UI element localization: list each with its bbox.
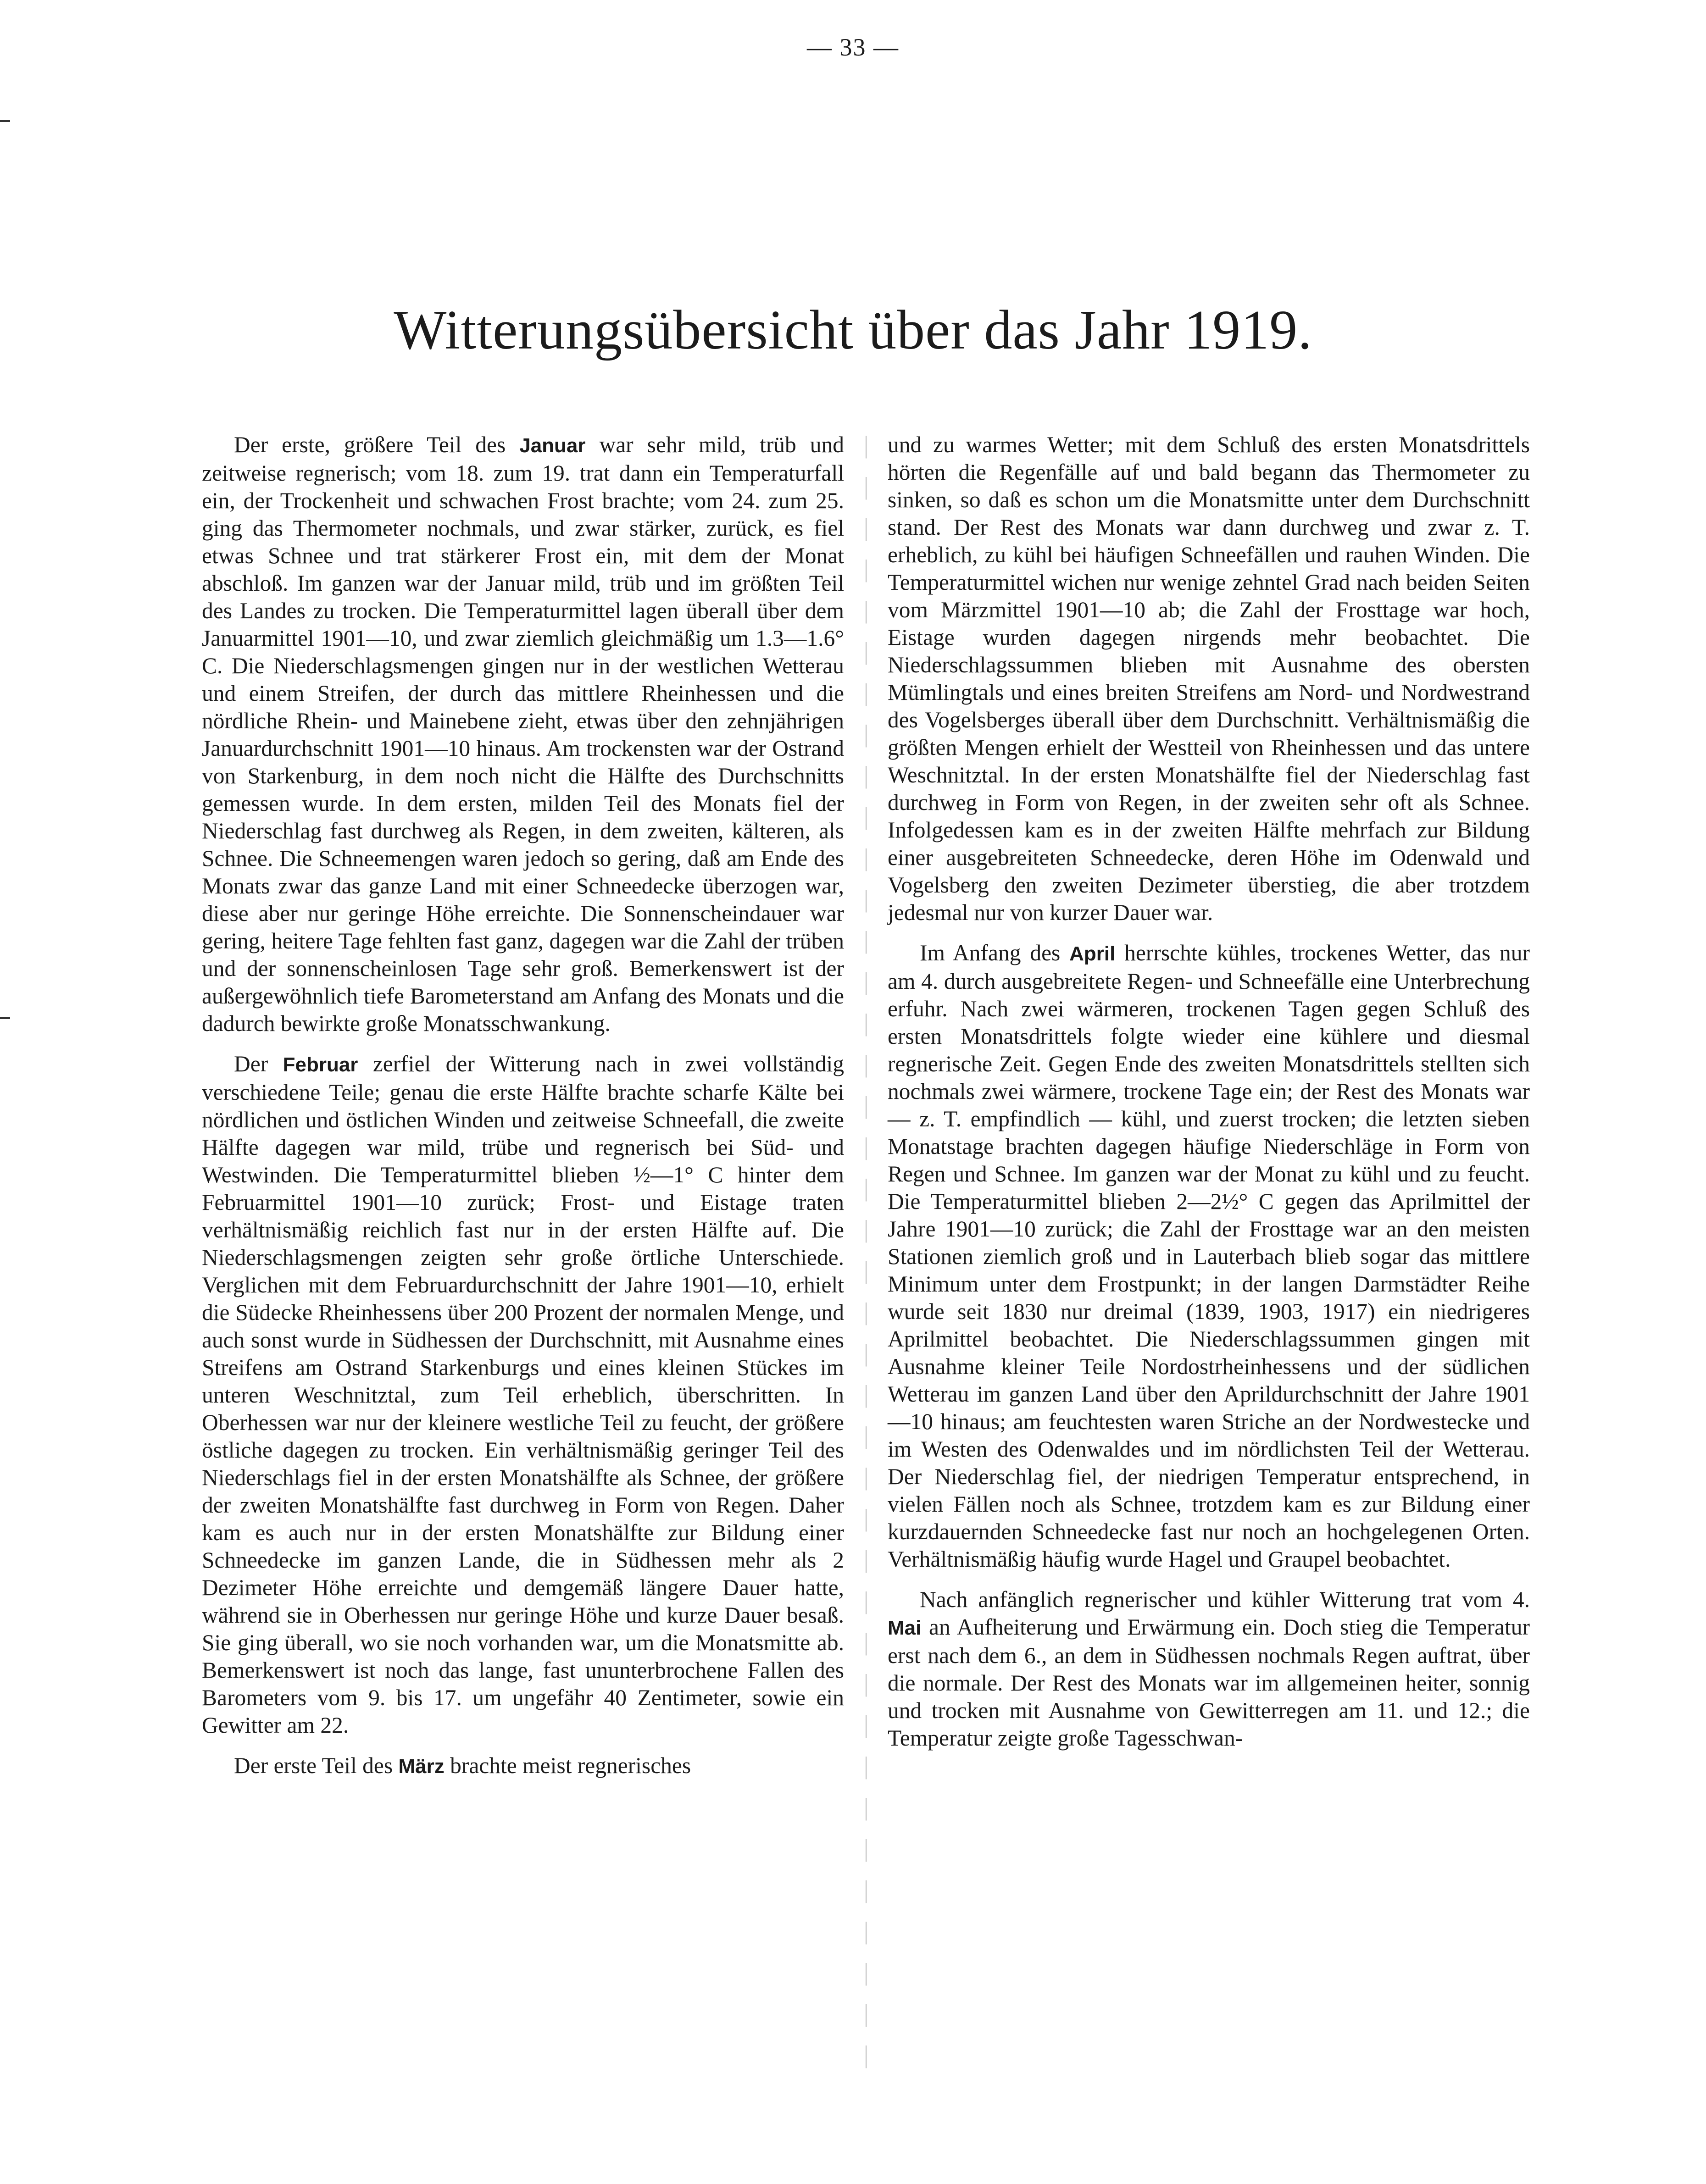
paragraph-text: Der erste Teil des xyxy=(234,1753,399,1778)
text-column-right xyxy=(888,431,1530,1765)
paragraph-maerz-continued: und zu warmes Wetter; mit dem Schluß des ersten Monatsdrittels hörten die Regenfälle auf und bald begann das Thermometer zu sinken, so daß es schon um die Monatsmitte unter dem Durchschnitt stand. Der Rest des Monats war dann durchweg und zwar z. T. erheblich, zu kühl bei häufigen Schneefällen und rauhen Winden. Die Temperaturmittel wichen nur wenige zehntel Grad nach beiden Seiten vom Märzmittel 1901—10 ab; die Zahl der Frosttage war hoch, Eistage wurden dagegen nirgends mehr beobachtet. Die Niederschlagssummen blieben mit Ausnahme des obersten Mümlingtals und eines breiten Streifens am Nord- und Nordwestrand des Vogelsberges überall über dem Durchschnitt. Verhältnismäßig die größten Mengen erhielt der Westteil von Rheinhessen und das untere Weschnitztal. In der ersten Monatshälfte fiel der Niederschlag fast durchweg in Form von Regen, in der zweiten sehr oft als Schnee. Infolgedessen kam es in der zweiten Hälfte mehrfach zur Bildung einer ausgebreiteten Schneedecke, deren Höhe im Odenwald und Vogelsberg den zweiten Dezimeter überstieg, die aber trotzdem jedesmal nur von kurzer Dauer war. xyxy=(888,432,1530,925)
paragraph-april xyxy=(888,939,1530,1573)
scan-edge-mark xyxy=(0,1017,10,1025)
month-keyword-februar: Februar xyxy=(283,1053,358,1076)
column-divider xyxy=(866,436,867,2068)
paragraph-maerz xyxy=(202,1752,844,1780)
paragraph-text: herrschte kühles, trockenes Wetter, das nur am 4. durch ausgebreitete Regen- und Schneefälle eine Unterbrechung erfuhr. Nach zwei wärmeren, trockenen Tagen gegen Schluß des ersten Monatsdrittels folgte wieder eine kühlere und diesmal regnerische Zeit. Gegen Ende des zweiten Monatsdrittels stellten sich nochmals zwei wärmere, trockene Tage ein; der Rest des Monats war — z. T. empfindlich — kühl, und zuerst trocken; die letzten sieben Monatstage brachten dagegen häufige Niederschläge in Form von Regen und Schnee. Im ganzen war der Monat zu kühl und zu feucht. Die Temperaturmittel blieben 2—2½° C gegen das Aprilmittel der Jahre 1901—10 zurück; die Zahl der Frosttage war an den meisten Stationen ziemlich groß und in Lauterbach blieb sogar das mittlere Minimum unter dem Frostpunkt; in der langen Darmstädter Reihe wurde seit 1830 nur dreimal (1839, 1903, 1917) ein niedrigeres Aprilmittel beobachtet. Die Niederschlagssummen gingen mit Ausnahme kleiner Teile Nordostrheinhessens und der südlichen Wetterau im ganzen Land über den Aprildurchschnitt der Jahre 1901—10 hinaus; am feuchtesten waren Striche an der Nordwestecke und im Westen des Odenwaldes und im nördlichsten Teil der Wetterau. Der Niederschlag fiel, der niedrigen Temperatur entsprechend, in vielen Fällen noch als Schnee, trotzdem kam es zur Bildung einer kurzdauernden Schneedecke fast nur noch an hochgelegenen Orten. Verhältnismäßig häufig wurde Hagel und Graupel beobachtet. xyxy=(888,940,1530,1572)
paragraph-text: war sehr mild, trüb und zeitweise regnerisch; vom 18. zum 19. trat dann ein Temperaturfall ein, der Trockenheit und schwachen Frost brachte; vom 24. zum 25. ging das Thermometer nochmals, und zwar stärker, zurück, es fiel etwas Schnee und trat stärkerer Frost ein, mit dem der Monat abschloß. Im ganzen war der Januar mild, trüb und im größten Teil des Landes zu trocken. Die Temperaturmittel lagen überall über dem Januarmittel 1901—10, und zwar ziemlich gleichmäßig um 1.3—1.6° C. Die Niederschlagsmengen gingen nur in der westlichen Wetterau und einem Streifen, der durch das mittlere Rheinhessen und die nördliche Rhein- und Mainebene zieht, etwas über den zehnjährigen Januardurchschnitt 1901—10 hinaus. Am trockensten war der Ostrand von Starkenburg, in dem noch nicht die Hälfte des Durchschnitts gemessen wurde. In dem ersten, milden Teil des Monats fiel der Niederschlag fast durchweg als Regen, in dem zweiten, kälteren, als Schnee. Die Schneemengen waren jedoch so gering, daß am Ende des Monats zwar das ganze Land mit einer Schneedecke überzogen war, diese aber nur geringe Höhe erreichte. Die Sonnenscheindauer war gering, heitere Tage fehlten fast ganz, dagegen war die Zahl der trüben und der sonnenscheinlosen Tage sehr groß. Bemerkenswert ist der außergewöhnlich tiefe Barometerstand am Anfang des Monats und die dadurch bewirkte große Monatsschwankung. xyxy=(202,432,844,1036)
text-column-left xyxy=(202,431,844,1793)
month-keyword-maerz: März xyxy=(398,1755,445,1778)
paragraph-text: Im Anfang des xyxy=(920,940,1070,965)
page-number: — 33 — xyxy=(807,33,899,61)
month-keyword-mai: Mai xyxy=(888,1617,922,1639)
paragraph-januar xyxy=(202,431,844,1037)
page-title: Witterungsübersicht über das Jahr 1919. xyxy=(394,299,1312,361)
paragraph-februar xyxy=(202,1050,844,1739)
paragraph-text: Der xyxy=(234,1051,283,1076)
month-keyword-januar: Januar xyxy=(519,434,586,457)
paragraph-text: an Aufheiterung und Erwärmung ein. Doch stieg die Temperatur erst nach dem 6., an dem in Südhessen nochmals Regen auftrat, über die normale. Der Rest des Monats war im allgemeinen heiter, sonnig und trocken mit Ausnahme von Gewitterregen am 11. und 12.; die Temperatur zeigte große Tagesschwan- xyxy=(888,1614,1530,1751)
paragraph-mai xyxy=(888,1586,1530,1752)
paragraph-text: Nach anfänglich regnerischer und kühler Witterung trat vom 4. xyxy=(920,1587,1530,1612)
paragraph-text: brachte meist regnerisches xyxy=(444,1753,691,1778)
paragraph-text: Der erste, größere Teil des xyxy=(234,432,520,457)
month-keyword-april: April xyxy=(1069,942,1116,965)
scan-edge-mark xyxy=(0,120,10,128)
paragraph-text: zerfiel der Witterung nach in zwei vollständig verschiedene Teile; genau die erste Hälfte brachte scharfe Kälte bei nördlichen und östlichen Winden und zeitweise Schneefall, die zweite Hälfte dagegen war mild, trübe und regnerisch bei Süd- und Westwinden. Die Temperaturmittel blieben ½—1° C hinter dem Februarmittel 1901—10 zurück; Frost- und Eistage traten verhältnismäßig reichlich fast nur in der ersten Hälfte auf. Die Niederschlagsmengen zeigten sehr große örtliche Unterschiede. Verglichen mit dem Februardurchschnitt der Jahre 1901—10, erhielt die Südecke Rheinhessens über 200 Prozent der normalen Menge, und auch sonst wurde in Südhessen der Durchschnitt, mit Ausnahme eines Streifens am Ostrand Starkenburgs und eines kleinen Stückes im unteren Weschnitztal, zum Teil erheblich, überschritten. In Oberhessen war nur der kleinere westliche Teil zu feucht, der größere östliche dagegen zu trocken. Ein verhältnismäßig geringer Teil des Niederschlags fiel in der ersten Monatshälfte als Schnee, der größere der zweiten Monatshälfte fast durchweg in Form von Regen. Daher kam es auch nur in der ersten Monatshälfte zur Bildung einer Schneedecke im ganzen Lande, die in Südhessen mehr als 2 Dezimeter Höhe erreichte und demgemäß längere Dauer hatte, während sie in Oberhessen nur geringe Höhe und kurze Dauer besaß. Sie ging überall, wo sie noch vorhanden war, um die Monatsmitte ab. Bemerkenswert ist noch das lange, fast ununterbrochene Fallen des Barometers vom 9. bis 17. um ungefähr 40 Zentimeter, sowie ein Gewitter am 22. xyxy=(202,1051,845,1738)
